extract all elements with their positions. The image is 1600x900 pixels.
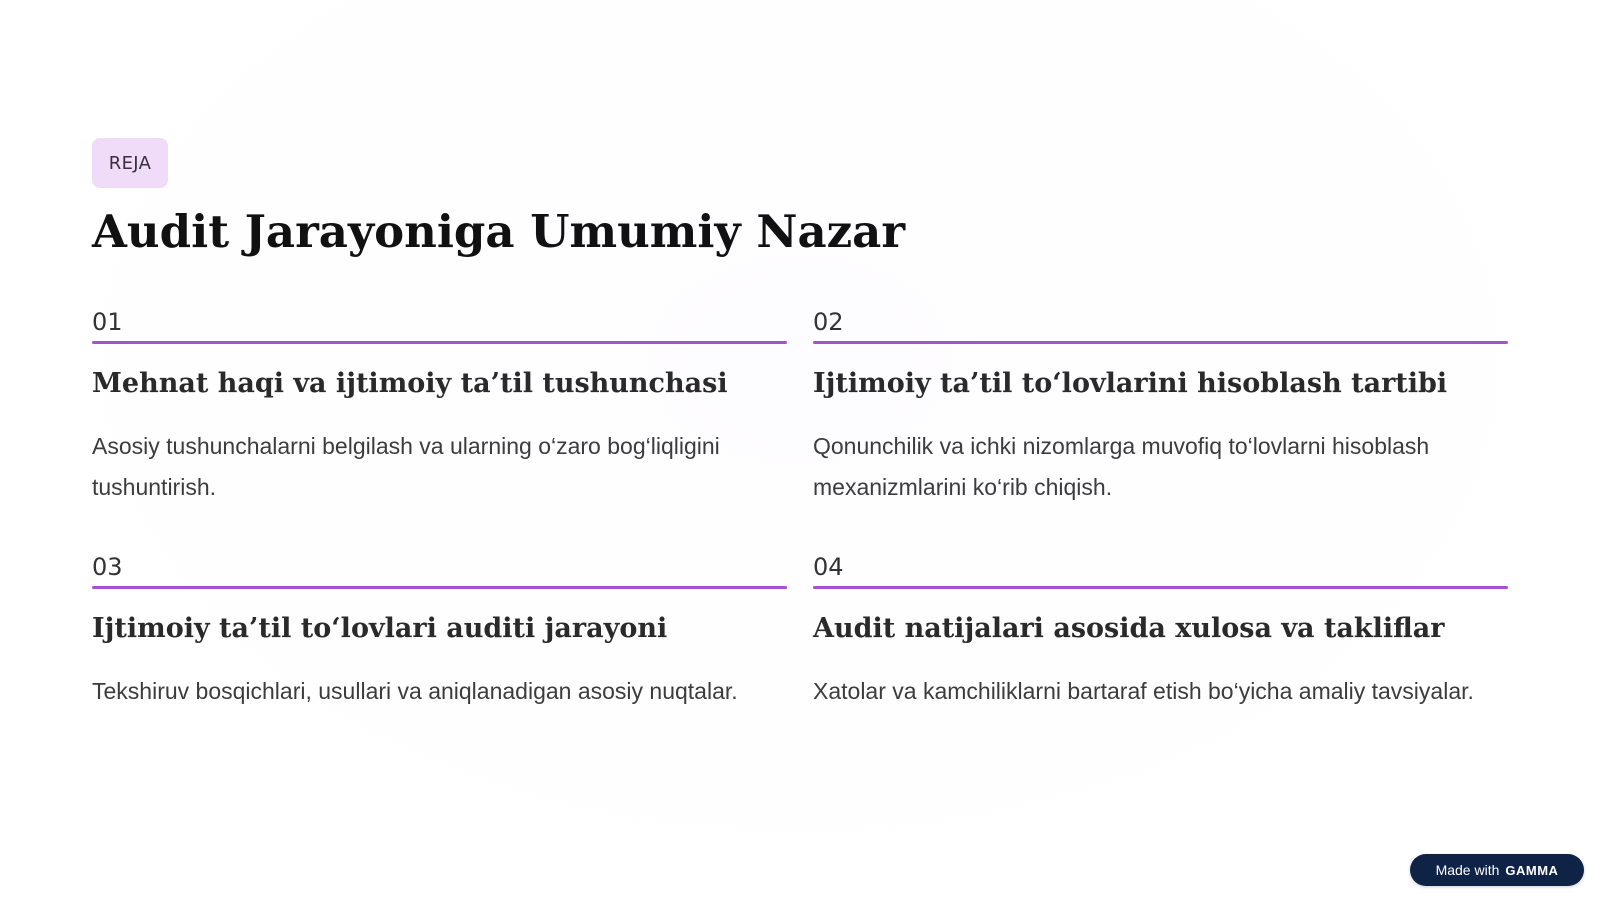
agenda-item-number: 04 [813,553,844,581]
agenda-item-3 [92,552,787,712]
badge-prefix: Made with [1435,862,1500,878]
agenda-item-description: Asosiy tushunchalarni belgilash va ularning o‘zaro bog‘liqligini tushuntirish. [92,433,720,500]
agenda-item-heading: Audit natijalari asosida xulosa va takliflar [813,613,1445,644]
agenda-item-1 [92,307,787,508]
agenda-item-heading: Ijtimoiy ta’til to‘lovlarini hisoblash tartibi [813,368,1448,399]
agenda-item-divider [92,341,787,344]
agenda-item-heading: Ijtimoiy ta’til to‘lovlari auditi jarayoni [92,613,668,644]
agenda-item-number: 01 [92,308,123,336]
agenda-item-2 [813,307,1508,508]
agenda-item-description: Qonunchilik va ichki nizomlarga muvofiq to‘lovlarni hisoblash mexanizmlarini ko‘rib chiqish. [813,433,1430,500]
slide-title: Audit Jarayoniga Umumiy Nazar [92,205,906,258]
agenda-item-number: 03 [92,553,123,581]
agenda-item-heading: Mehnat haqi va ijtimoiy ta’til tushunchasi [92,368,728,399]
section-tag-label: REJA [108,152,152,174]
agenda-item-divider [92,586,787,589]
agenda-item-description: Tekshiruv bosqichlari, usullari va aniqlanadigan asosiy nuqtalar. [92,678,738,704]
agenda-item-divider [813,341,1508,344]
made-with-gamma-badge[interactable] [1410,854,1584,886]
agenda-item-description: Xatolar va kamchiliklarni bartaraf etish bo‘yicha amaliy tavsiyalar. [813,678,1474,704]
agenda-item-4 [813,552,1508,712]
section-tag [92,138,168,188]
gamma-logo-text: GAMMA [1505,862,1559,878]
agenda-item-divider [813,586,1508,589]
agenda-item-number: 02 [813,308,844,336]
